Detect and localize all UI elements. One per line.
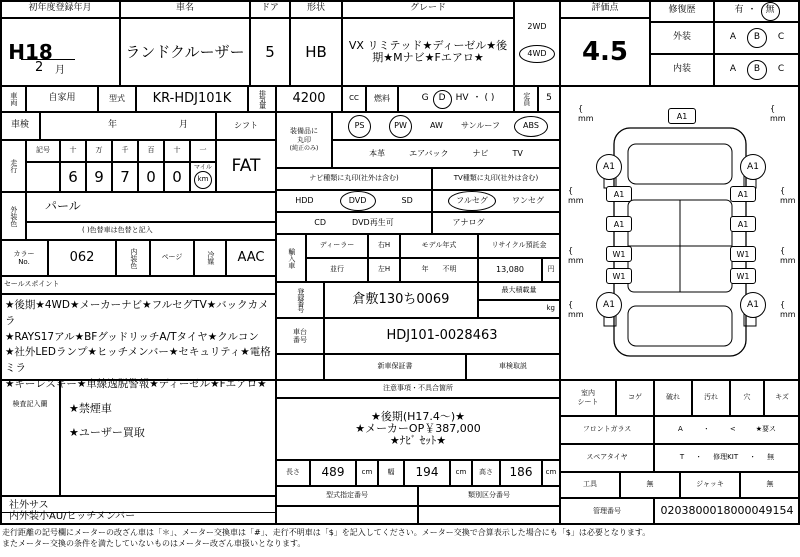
reg-year: H18 (8, 40, 53, 64)
damage-left-w1-2: W1 (606, 268, 632, 284)
exterior-grade-a: A (729, 32, 737, 43)
shift-value: FAT (216, 140, 276, 192)
equipment-row2 (332, 140, 560, 168)
sales-line-1: ★後期★4WD★メーカーナビ★フルセグTV★バックカメラ (5, 299, 269, 327)
system-notes (0, 496, 276, 525)
mileage-label: 走行 (0, 140, 26, 192)
mileage-ichi-label: 一 (190, 140, 216, 162)
damage-right-w1-1: W1 (730, 246, 756, 262)
recycle-label: リサイクル預託金 (478, 234, 560, 258)
footer-notes (2, 528, 798, 550)
color-no-label: カラー No. (0, 240, 48, 276)
fg-req: ★要ス (755, 425, 776, 434)
navi-hdd: HDD (295, 195, 314, 205)
import-parallel: 並行 (306, 258, 368, 282)
wheel-rear-left: A1 (596, 292, 622, 318)
diagram-mm-6: mm (780, 196, 796, 205)
height-unit: cm (542, 460, 560, 486)
grade-label: グレード (342, 0, 514, 18)
fg-a: A (678, 425, 683, 434)
equip-abs: ABS (514, 116, 548, 137)
spare-sep1: ・ (695, 453, 703, 462)
history-sep: ・ (747, 5, 757, 16)
wheel-front-right: A1 (740, 154, 766, 180)
diagram-brace-3: { (568, 186, 574, 195)
equip-tv: TV (512, 148, 523, 158)
seat-yogore: 汚れ (692, 380, 730, 416)
sales-line-2: ★RAYS17アル★BFグッドリッチA/Tタイヤ★クルコン (5, 330, 259, 343)
damage-left-w1-1: W1 (606, 246, 632, 262)
length-label: 長さ (276, 460, 310, 486)
tool-label: 工具 (560, 472, 620, 498)
interior-seat-label: 室内 シート (560, 380, 616, 416)
sales-points (0, 294, 276, 390)
length-unit: cm (356, 460, 378, 486)
mileage-unit-mile: マイル (194, 163, 212, 171)
diagram-mm-1: mm (578, 114, 594, 123)
shaken-value (40, 112, 216, 140)
mileage-d10k-label: 十 (60, 140, 86, 162)
spare-tire-label: スペアタイヤ (560, 444, 654, 472)
mileage-hyaku-label: 百 (138, 140, 164, 162)
inspection-title: 検査記入蘭 (0, 380, 60, 496)
navi-cd: CD (314, 217, 327, 227)
color-no-value: 062 (48, 240, 116, 276)
damage-left-a1-1: A1 (606, 186, 632, 202)
wheel-rear-right: A1 (740, 292, 766, 318)
mgmt-number-label: 管理番号 (560, 498, 654, 525)
model-year-label: モデル年式 (400, 234, 478, 258)
type-designation-value (276, 506, 418, 525)
footer-line-1: 走行距離の記号欄にメーターの改ざん車は「＊」、メーター交換車は「#」、走行不明車は「$」を記入してください。メーター交換で合算表示した場合にも「$」は必要となります。 (2, 528, 651, 537)
model-year-value (400, 258, 478, 282)
system-line-1: 社外サス (9, 499, 49, 511)
diagram-brace-4: { (568, 246, 574, 255)
front-glass-label: フロントガラス (560, 416, 654, 444)
damage-right-a1-1: A1 (730, 186, 756, 202)
plate-label: 登録番号 (276, 282, 324, 318)
fuel-hv: HV (455, 93, 469, 104)
notes-line-1: ★後期(H17.4〜)★ (370, 409, 466, 423)
cool-label: 冷媒 (194, 240, 226, 276)
mileage-digit-2: 9 (86, 162, 112, 192)
model-year-unknown: 不明 (442, 265, 457, 274)
mgmt-number-value: 0203800018000049154 (654, 498, 800, 525)
exterior-grade-b: B (747, 28, 767, 48)
vin-value: HDJ101-0028463 (324, 318, 560, 354)
length-value: 489 (310, 460, 356, 486)
spare-kit: 修理KIT (713, 453, 739, 462)
diagram-brace-5: { (568, 300, 574, 309)
class-number-value (418, 506, 560, 525)
fuel-other: ( ) (484, 93, 495, 104)
carname-value: ランドクルーザー (120, 18, 250, 86)
tv-oneseg: ワンセグ (512, 195, 544, 205)
inspection-line-1: ★禁煙車 (69, 402, 112, 415)
reg-date-value (0, 18, 120, 86)
height-label: 高さ (472, 460, 500, 486)
drive-2wd: 2WD (527, 21, 547, 31)
sales-title: セールスポイント (0, 276, 276, 294)
fg-sep: ・ (702, 425, 710, 434)
mileage-digit-5: 0 (164, 162, 190, 192)
equip-aw: AW (430, 120, 443, 130)
fuel-d: D (433, 90, 452, 109)
height-value: 186 (500, 460, 542, 486)
wheel-front-left: A1 (596, 154, 622, 180)
drive-4wd: 4WD (519, 45, 555, 63)
jack-value: 無 (740, 472, 800, 498)
spare-sep2: ・ (749, 453, 757, 462)
equip-ps: PS (348, 115, 371, 138)
score-value: 4.5 (560, 18, 650, 86)
history-yes: 有 (734, 5, 744, 16)
system-line-2: 内外装小AU/ヒッチメンバー (9, 510, 136, 522)
vin-label: 車台 番号 (276, 318, 324, 354)
displacement-unit: CC (342, 86, 366, 112)
shaken-year: 年 (107, 120, 117, 131)
damage-right-a1-2: A1 (730, 216, 756, 232)
load-unit: kg (478, 300, 560, 318)
seat-kizu: キズ (764, 380, 800, 416)
history-value (714, 0, 800, 22)
mileage-unit-km: km (194, 171, 212, 189)
recycle-value: 13,080 (478, 258, 542, 282)
import-lh: 左H (368, 258, 400, 282)
fuel-label: 燃料 (366, 86, 398, 112)
model-label: 型式 (98, 86, 136, 112)
class-number-label: 類別区分番号 (418, 486, 560, 506)
tv-fullseg: フルセグ (448, 191, 496, 211)
cool-value: AAC (226, 240, 276, 276)
equipment-title: 装備品に 丸印 (純正のみ) (276, 112, 332, 168)
inspection-notes (60, 380, 276, 496)
tv-row1 (432, 190, 560, 212)
sales-line-4: ★キーレスキー★車線逸脱警報★ディーゼル★Fエアロ★ (5, 377, 267, 390)
shaken-month: 月 (179, 120, 189, 131)
door-value: 5 (250, 18, 290, 86)
navi-type-title: ナビ種類に丸印(社外は含む) (276, 168, 432, 190)
tv-analog: アナログ (452, 217, 485, 227)
model-value: KR-HDJ101K (136, 86, 248, 112)
equip-sunroof: サンルーフ (460, 120, 500, 130)
reg-date-label: 初年度登録年月 (0, 0, 120, 18)
equip-navi: ナビ (472, 148, 489, 158)
damage-left-a1-2: A1 (606, 216, 632, 232)
fg-lt: < (729, 425, 736, 434)
drive-cell (514, 0, 560, 86)
mileage-sym-value (26, 162, 60, 192)
fuel-sep: ・ (472, 93, 482, 104)
width-label: 幅 (378, 460, 404, 486)
damage-right-w1-2: W1 (730, 268, 756, 284)
diagram-top-a1: A1 (668, 108, 696, 124)
shaken-label: 車検 (0, 112, 40, 140)
front-glass-value (654, 416, 800, 444)
diagram-brace-2: { (770, 104, 776, 113)
equip-leather: 本革 (369, 148, 386, 158)
exterior-color-value: パール (26, 192, 276, 222)
interior-grade-a: A (729, 64, 737, 75)
carname-label: 車名 (120, 0, 250, 18)
equip-pw: PW (389, 115, 412, 138)
footer-line-2: またメーター交換の条件を満たしていないものはメーター改ざん車扱いとなります。 (2, 538, 306, 548)
equip-airbag: エアバック (409, 148, 449, 158)
seat-koge: コゲ (616, 380, 654, 416)
tv-type-title: TV種類に丸印(社外は含む) (432, 168, 560, 190)
displacement-value: 4200 (276, 86, 342, 112)
fuel-value (398, 86, 514, 112)
type-designation-label: 型式指定番号 (276, 486, 418, 506)
usage-value: 自家用 (26, 86, 98, 112)
inner-color-label: 内装色 (116, 240, 150, 276)
notes-line-3: ★ﾅﾋﾞ ｾｯﾄ★ (389, 434, 447, 448)
import-label: 輸入車 (276, 234, 306, 282)
jack-label: ジャッキ (680, 472, 740, 498)
mileage-man-label: 万 (86, 140, 112, 162)
interior-label: 内装 (650, 54, 714, 86)
mileage-sym-label: 記号 (26, 140, 60, 162)
history-no: 無 (761, 2, 780, 21)
diagram-brace-8: { (780, 300, 786, 309)
displacement-label: 排気量 (248, 86, 276, 112)
score-label: 評価点 (560, 0, 650, 18)
spare-t: T (679, 453, 685, 462)
interior-grade-b: B (747, 60, 767, 80)
navi-row2 (276, 212, 432, 234)
diagram-mm-7: mm (780, 256, 796, 265)
capacity-label: 定員 (514, 86, 538, 112)
interior-grade-c: C (777, 64, 785, 75)
diagram-mm-2: mm (770, 114, 786, 123)
reg-month: 2 (35, 60, 44, 75)
seat-yabure: 破れ (654, 380, 692, 416)
mileage-digit-1: 6 (60, 162, 86, 192)
import-dealer: ディーラー (306, 234, 368, 258)
exterior-color-label: 外装色 (0, 192, 26, 240)
spare-tire-value (654, 444, 800, 472)
exterior-grade-c: C (777, 32, 785, 43)
recycle-unit: 円 (542, 258, 560, 282)
exterior-grade (714, 22, 800, 54)
plate-value: 倉敷130ち0069 (324, 282, 478, 318)
mileage-digit-4: 0 (138, 162, 164, 192)
usage-label: 車両 (0, 86, 26, 112)
exterior-label: 外装 (650, 22, 714, 54)
navi-sd: SD (401, 195, 413, 205)
grade-value (342, 18, 514, 86)
diagram-mm-4: mm (568, 256, 584, 265)
notes-line-2: ★メーカーOP￥387,000 (355, 421, 481, 435)
shift-label: シフト (216, 112, 276, 140)
grade-line1: VX リミテッド★ディーゼル★後 (348, 38, 508, 52)
width-unit: cm (450, 460, 472, 486)
diagram-mm-3: mm (568, 196, 584, 205)
seat-ana: 穴 (730, 380, 764, 416)
diagram-brace-7: { (780, 246, 786, 255)
import-rh: 右H (368, 234, 400, 258)
mileage-ju-label: 十 (164, 140, 190, 162)
model-year-unit: 年 (421, 265, 429, 274)
grade-line2: 期★Mナビ★Fエアロ★ (372, 51, 484, 64)
tv-row2 (432, 212, 560, 234)
navi-dvd: DVD (340, 191, 376, 211)
page-label: ページ (150, 240, 194, 276)
door-label: ドア (250, 0, 290, 18)
history-label: 修復歴 (650, 0, 714, 22)
color-note: ( )色替車は色替と記入 (26, 222, 276, 240)
inspection-line-2: ★ユーザー買取 (69, 426, 145, 440)
notes-title: 注意事項・不具合箇所 (276, 380, 560, 398)
warranty-blank (276, 354, 324, 380)
width-value: 194 (404, 460, 450, 486)
diagram-mm-8: mm (780, 310, 796, 319)
navi-dvd-play: DVD再生可 (352, 217, 394, 227)
mileage-sen-label: 千 (112, 140, 138, 162)
manual-label: 車検取説 (466, 354, 560, 380)
spare-none: 無 (767, 453, 775, 462)
warranty-label: 新車保証書 (324, 354, 466, 380)
sales-line-3: ★社外LEDランプ★ヒッチメンバー★セキュリティ★電格ミラ (5, 346, 271, 374)
capacity-value: 5 (538, 86, 560, 112)
notes-body (276, 398, 560, 460)
equipment-row1 (332, 112, 560, 140)
diagram-mm-5: mm (568, 310, 584, 319)
navi-row1 (276, 190, 432, 212)
mileage-digit-3: 7 (112, 162, 138, 192)
shape-label: 形状 (290, 0, 342, 18)
diagram-brace-1: { (578, 104, 584, 113)
diagram-brace-6: { (780, 186, 786, 195)
tool-value: 無 (620, 472, 680, 498)
load-label: 最大積載量 (478, 282, 560, 300)
shape-value: HB (290, 18, 342, 86)
fuel-g: G (421, 93, 429, 104)
interior-grade (714, 54, 800, 86)
reg-month-unit: 月 (55, 65, 65, 76)
mileage-unit (190, 162, 216, 192)
